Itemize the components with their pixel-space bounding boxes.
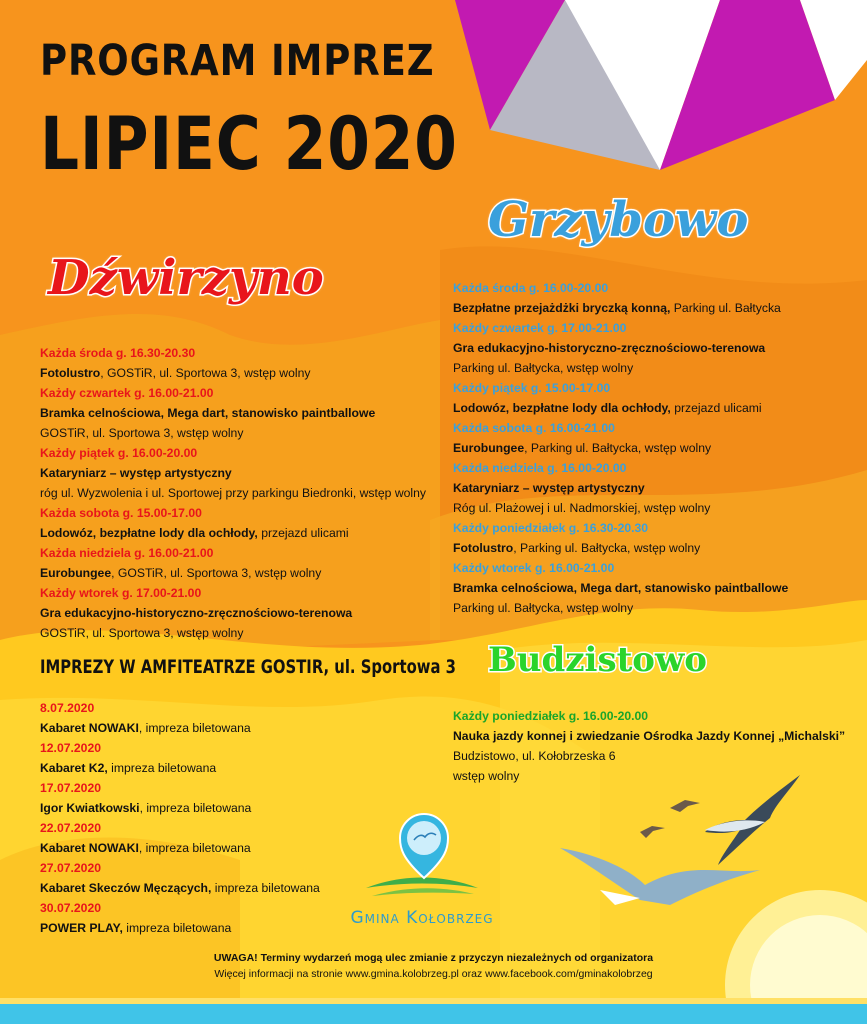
event-line xyxy=(40,878,320,898)
event-name: Bramka celnościowa, Mega dart, stanowisko paintballowe xyxy=(40,406,376,420)
gmina-logo-text: Gmina Kołobrzeg xyxy=(350,908,494,928)
event-time: Każdy wtorek g. 16.00-21.00 xyxy=(453,561,615,575)
event-time: Każda środa g. 16.00-20.00 xyxy=(453,281,609,295)
event-detail: Parking ul. Bałtycka xyxy=(670,301,781,315)
event-location: GOSTiR, ul. Sportowa 3, wstęp wolny xyxy=(40,626,244,640)
event-name: Fotolustro xyxy=(453,541,514,555)
event-name: POWER PLAY, xyxy=(40,921,123,935)
program-title: PROGRAM IMPREZ xyxy=(40,36,435,86)
event-name: Fotolustro xyxy=(40,366,101,380)
grzybowo-events xyxy=(453,278,788,618)
event-date: 30.07.2020 xyxy=(40,901,101,915)
event-date: 17.07.2020 xyxy=(40,781,101,795)
event-time: Każdy poniedziałek g. 16.30-20.30 xyxy=(453,521,649,535)
dzwirzyno-heading: Dźwirzyno xyxy=(48,250,324,306)
event-line xyxy=(453,438,788,458)
event-location: róg ul. Wyzwolenia i ul. Sportowej przy parkingu Biedronki, wstęp wolny xyxy=(40,486,427,500)
amfiteatr-events xyxy=(40,698,320,938)
event-line xyxy=(40,758,320,778)
event-line xyxy=(40,718,320,738)
event-name: Kabaret Skeczów Męczących, xyxy=(40,881,212,895)
event-time: Każdy czwartek g. 17.00-21.00 xyxy=(453,321,627,335)
event-name: Kabaret NOWAKI xyxy=(40,841,139,855)
event-name: Kataryniarz – występ artystyczny xyxy=(40,466,232,480)
event-time: Każdy piątek g. 15.00-17.00 xyxy=(453,381,611,395)
event-time: Każdy wtorek g. 17.00-21.00 xyxy=(40,586,202,600)
event-time: Każda niedziela g. 16.00-21.00 xyxy=(40,546,214,560)
amfiteatr-heading: IMPREZY W AMFITEATRZE GOSTIR, ul. Sportowa 3 xyxy=(40,656,456,678)
event-date: 12.07.2020 xyxy=(40,741,101,755)
event-time: Każda środa g. 16.30-20.30 xyxy=(40,346,196,360)
budzistowo-events xyxy=(453,706,845,786)
month-title: LIPIEC 2020 xyxy=(40,102,458,187)
event-time: Każda niedziela g. 16.00-20.00 xyxy=(453,461,627,475)
event-name: Eurobungee xyxy=(40,566,112,580)
grzybowo-heading: Grzybowo xyxy=(488,192,749,248)
event-line xyxy=(453,398,788,418)
event-location: Róg ul. Plażowej i ul. Nadmorskiej, wstęp wolny xyxy=(453,501,711,515)
footer-warning: UWAGA! Terminy wydarzeń mogą ulec zmianie z przyczyn niezależnych od organizatora xyxy=(213,952,654,964)
event-entry: wstęp wolny xyxy=(453,769,520,783)
event-time: Każda sobota g. 15.00-17.00 xyxy=(40,506,202,520)
event-name: Nauka jazdy konnej i zwiedzanie Ośrodka Jazdy Konnej „Michalski” xyxy=(453,729,846,743)
event-detail: , impreza biletowana xyxy=(138,721,251,735)
event-date: 22.07.2020 xyxy=(40,821,101,835)
event-detail: , Parking ul. Bałtycka, wstęp wolny xyxy=(513,541,701,555)
event-line xyxy=(40,563,426,583)
event-name: Gra edukacyjno-historyczno-zręcznościowo-terenowa xyxy=(453,341,766,355)
event-detail: , GOSTiR, ul. Sportowa 3, wstęp wolny xyxy=(111,566,322,580)
event-detail: , Parking ul. Bałtycka, wstęp wolny xyxy=(524,441,712,455)
event-name: Lodowóz, bezpłatne lody dla ochłody, xyxy=(453,401,671,415)
event-date: 8.07.2020 xyxy=(40,701,95,715)
event-name: Kabaret NOWAKI xyxy=(40,721,139,735)
dzwirzyno-events xyxy=(40,343,426,643)
event-date: 27.07.2020 xyxy=(40,861,101,875)
footer-info: Więcej informacji na stronie www.gmina.kolobrzeg.pl oraz www.facebook.com/gminakolobrzeg xyxy=(214,968,653,980)
event-line xyxy=(40,363,426,383)
event-detail: przejazd ulicami xyxy=(257,526,349,540)
event-detail: impreza biletowana xyxy=(107,761,217,775)
event-line xyxy=(40,838,320,858)
budzistowo-heading: Budzistowo xyxy=(488,640,707,680)
event-time: Każdy poniedziałek g. 16.00-20.00 xyxy=(453,709,649,723)
event-name: Kataryniarz – występ artystyczny xyxy=(453,481,645,495)
event-name: Gra edukacyjno-historyczno-zręcznościowo-terenowa xyxy=(40,606,353,620)
event-name: Kabaret K2, xyxy=(40,761,108,775)
event-line xyxy=(40,523,426,543)
event-detail: , impreza biletowana xyxy=(138,841,251,855)
gmina-logo-icon xyxy=(362,808,482,908)
event-detail: , impreza biletowana xyxy=(139,801,252,815)
event-line xyxy=(40,918,320,938)
event-time: Każdy piątek g. 16.00-20.00 xyxy=(40,446,198,460)
event-detail: impreza biletowana xyxy=(211,881,320,895)
event-name: Lodowóz, bezpłatne lody dla ochłody, xyxy=(40,526,258,540)
event-name: Bramka celnościowa, Mega dart, stanowisko paintballowe xyxy=(453,581,789,595)
event-time: Każda sobota g. 16.00-21.00 xyxy=(453,421,615,435)
event-line xyxy=(453,538,788,558)
event-detail: przejazd ulicami xyxy=(670,401,762,415)
event-time: Każdy czwartek g. 16.00-21.00 xyxy=(40,386,214,400)
event-detail: , GOSTiR, ul. Sportowa 3, wstęp wolny xyxy=(100,366,311,380)
event-name: Eurobungee xyxy=(453,441,525,455)
event-location: GOSTiR, ul. Sportowa 3, wstęp wolny xyxy=(40,426,244,440)
event-line xyxy=(453,298,788,318)
event-name: Igor Kwiatkowski xyxy=(40,801,140,815)
event-location: Budzistowo, ul. Kołobrzeska 6 xyxy=(453,749,616,763)
event-location: Parking ul. Bałtycka, wstęp wolny xyxy=(453,361,634,375)
event-detail: impreza biletowana xyxy=(122,921,232,935)
event-name: Bezpłatne przejażdżki bryczką konną, xyxy=(453,301,671,315)
event-line xyxy=(40,798,320,818)
event-location: Parking ul. Bałtycka, wstęp wolny xyxy=(453,601,634,615)
